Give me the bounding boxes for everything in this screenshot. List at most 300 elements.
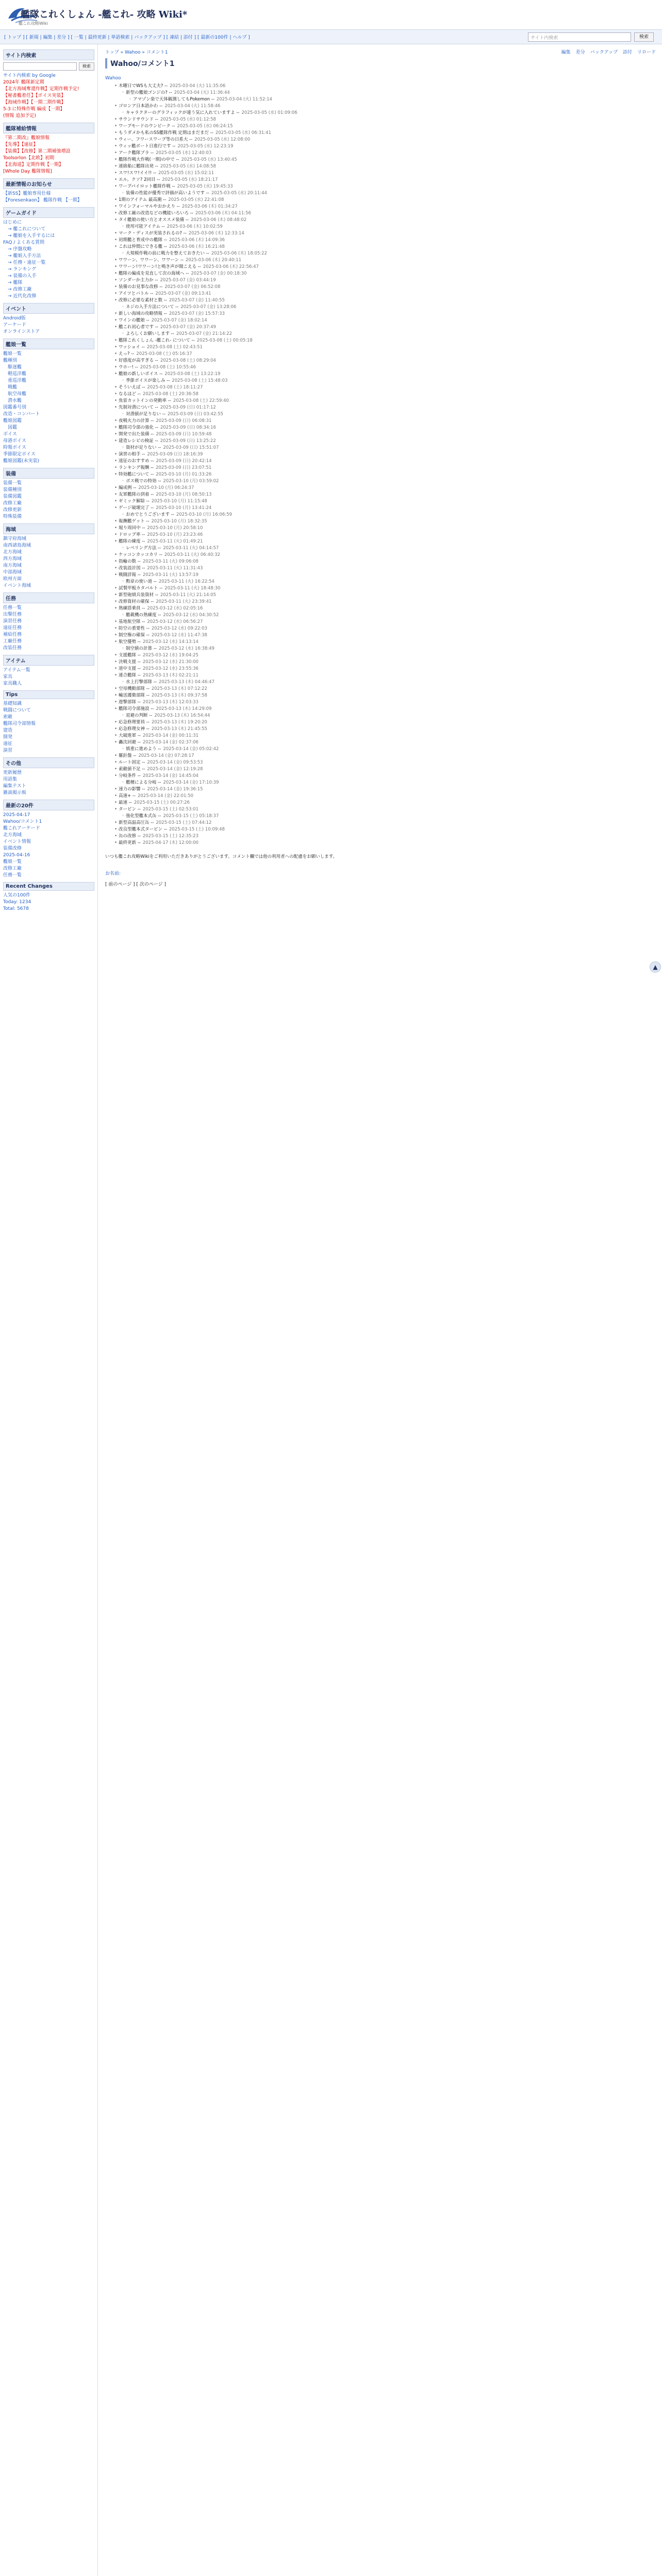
comment-bullet-icon: ◦ (122, 780, 125, 785)
comment-date: 2025-03-14 (金) 19:36:15 (147, 787, 203, 792)
comment-date: 2025-03-05 (水) 22:41:08 (168, 197, 224, 202)
sidebar-item[interactable]: 欧州方面 (3, 577, 22, 582)
comment-row (105, 806, 656, 813)
comment-date: 2025-03-07 (金) 09:13:41 (155, 291, 211, 296)
comment-row (105, 579, 656, 585)
comment-row (105, 625, 656, 632)
comment-text: 改修資材の確保 -- (119, 599, 154, 604)
sidebar-item[interactable]: 航空母艦 (3, 392, 27, 397)
comment-text: 装備の性能が優秀で評価が高いようです -- (126, 191, 209, 196)
comment-row (105, 672, 656, 679)
sidebar-item[interactable]: 時報ボイス (3, 445, 26, 450)
comment-row (105, 538, 656, 545)
sidebar-item[interactable]: 鎮守府海域 (3, 536, 27, 541)
sidebar-item[interactable]: → 艦娘を入手するには (3, 233, 55, 239)
comment-bullet-icon: • (114, 633, 118, 638)
comment-bullet-icon: • (114, 666, 118, 671)
comment-text: マーク・ディスが実装されるの? -- (119, 231, 187, 236)
search-input[interactable]: サイト内検索 (528, 32, 631, 42)
sidebar-item[interactable]: 【新SS】艦娘専用仕様 (3, 191, 51, 196)
comment-bullet-icon: ◦ (122, 613, 125, 618)
comment-bullet-icon: • (114, 244, 118, 249)
comment-row (105, 116, 656, 123)
site-subtitle: 艦これ攻略Wiki (19, 21, 48, 26)
sidebar-item[interactable]: 戦艦 (3, 385, 18, 390)
comment-bullet-icon: • (114, 726, 118, 732)
comment-date: 2025-03-06 (木) 01:34:27 (181, 204, 238, 209)
comment-row (105, 83, 656, 90)
comment-date: 2025-03-09 (日) 15:51:07 (163, 445, 219, 450)
comment-bullet-icon: ◦ (122, 378, 125, 383)
sidebar-item[interactable]: 開発 (3, 735, 13, 740)
comment-text: 対潜値が足りない -- (126, 412, 166, 417)
comment-date: 2025-03-08 (土) 13:22:19 (164, 371, 221, 377)
sidebar-item[interactable]: 2024年 艦隊新定期 (3, 80, 44, 85)
sidebar-item[interactable]: 5-3 に特殊作戦 編成【一期】 (3, 107, 65, 112)
comment-bullet-icon: ◦ (122, 646, 125, 651)
comment-bullet-icon: ◦ (122, 680, 125, 685)
sidebar-item[interactable]: 母港ボイス (3, 438, 26, 444)
comment-bullet-icon: • (114, 793, 118, 799)
comment-text: 使用可能アイテム -- (126, 224, 165, 229)
comment-bullet-icon: • (114, 150, 118, 156)
sidebar-item[interactable]: 駆逐艦 (3, 365, 22, 370)
page-navigation[interactable]: [ 前のページ ] [ 次のページ ] (105, 882, 166, 887)
comment-bullet-icon: • (114, 345, 118, 350)
comment-text: ワワーン!ワワーン!と鳴き声が聞こえる -- (119, 264, 201, 269)
sidebar-item[interactable]: FAQ / よくある質問 (3, 240, 45, 245)
sidebar-heading: Recent Changes (3, 882, 94, 891)
page-tool-link[interactable]: バックアップ (590, 50, 618, 55)
sidebar-item[interactable]: 艦娘図鑑 (3, 418, 22, 423)
sidebar-item[interactable]: アイテム一覧 (3, 668, 30, 673)
comment-row (105, 753, 656, 759)
comment-row (105, 471, 656, 478)
comment-text: 友軍艦隊の到着 -- (119, 492, 154, 497)
comment-bullet-icon: ◦ (122, 304, 125, 310)
scroll-top-button[interactable]: ▲ (650, 961, 661, 973)
comment-text: 高速+ -- (119, 793, 136, 799)
comment-bullet-icon: • (114, 211, 118, 216)
sidebar-item[interactable]: 任務一覧 (3, 605, 22, 611)
comment-form-label: お名前: (105, 871, 121, 876)
comment-row (105, 639, 656, 646)
comment-row (105, 552, 656, 558)
comment-bullet-icon: • (114, 365, 118, 370)
sidebar-search-button[interactable]: 検索 (79, 62, 94, 71)
sidebar-item[interactable]: 遠征 (3, 741, 13, 747)
comment-bullet-icon: • (114, 264, 118, 269)
sidebar-heading: 最新情報のお知らせ (3, 178, 94, 189)
sidebar-item[interactable]: 補給任務 (3, 632, 22, 637)
comment-text: 遊撃部隊 -- (119, 700, 141, 705)
comment-row (105, 291, 656, 297)
parent-page-link[interactable]: Wahoo (105, 76, 121, 81)
comment-row (105, 183, 656, 190)
comment-row (105, 679, 656, 686)
comment-date: 2025-03-04 (火) 11:36:44 (174, 90, 230, 95)
comment-bullet-icon: • (114, 693, 118, 698)
sidebar-item[interactable]: 装備一覧 (3, 481, 22, 486)
comment-row (105, 465, 656, 471)
top-menu-links[interactable]: [ トップ ] [ 新規 | 編集 | 差分 ] [ 一覧 | 最終更新 | 単語検索 | バックアップ ] [ 凍結 | 添付 ] [ 最新の100件 | ヘルプ ] (4, 35, 250, 40)
comment-text: 艦載機の熟練度 -- (126, 613, 161, 618)
comment-row (105, 224, 656, 230)
sidebar-item[interactable]: 2025-04-17 (3, 812, 30, 818)
sidebar-item[interactable]: はじめに (3, 220, 22, 225)
breadcrumb[interactable]: トップ » Wahoo » コメント1 (105, 50, 168, 55)
sidebar-item[interactable]: 用語集 (3, 777, 18, 782)
sidebar-item[interactable]: [Whole Day 艦隊情報] (3, 169, 52, 174)
sidebar-heading: 海域 (3, 523, 94, 534)
comment-date: 2025-03-06 (木) 18:05:22 (211, 251, 267, 256)
sidebar-item[interactable]: 【秘書艦着任】【ボイス実装】 (3, 93, 66, 98)
sidebar-item[interactable]: 改修工廠 (3, 501, 22, 506)
comment-date: 2025-03-05 (水) 01:09:06 (241, 110, 297, 115)
comment-row (105, 800, 656, 806)
comment-bullet-icon: • (114, 599, 118, 604)
sidebar-item[interactable]: 更新履歴 (3, 770, 22, 775)
comment-text: ワインフォーマルやおかえり -- (119, 204, 180, 209)
comment-date: 2025-03-05 (水) 06:24:15 (177, 124, 233, 129)
sidebar-item[interactable]: 図鑑番号別 (3, 405, 27, 410)
sidebar-item[interactable]: → 艦隊 (3, 280, 23, 285)
sidebar-item[interactable]: Android版 (3, 316, 26, 321)
sidebar-item[interactable]: 艦これアーケード (3, 826, 40, 831)
comment-bullet-icon: • (114, 760, 118, 765)
comment-row (105, 532, 656, 538)
sidebar-item[interactable]: → 艦娘入手方法 (3, 253, 41, 259)
comment-bullet-icon: • (114, 137, 118, 142)
sidebar-item[interactable]: 艦娘一覧 (3, 351, 22, 357)
sidebar-search-input[interactable] (3, 62, 77, 71)
comment-row (105, 719, 656, 726)
comment-row (105, 565, 656, 572)
sidebar-item[interactable]: 南西諸島海域 (3, 543, 31, 548)
comment-date: 2025-03-13 (木) 21:45:55 (151, 726, 207, 732)
sidebar-item[interactable]: 軽巡洋艦 (3, 371, 27, 377)
comment-bullet-icon: • (114, 238, 118, 243)
comment-date: 2025-03-11 (火) 23:39:41 (156, 599, 212, 604)
comment-date: 2025-03-10 (月) 01:33:26 (156, 472, 212, 477)
sidebar-item[interactable]: 装備種別 (3, 487, 22, 493)
sidebar-heading: ゲームガイド (3, 207, 94, 218)
comment-date: 2025-03-08 (土) 20:36:58 (142, 392, 198, 397)
comment-row (105, 130, 656, 137)
comment-text: 遠征のおすすめ -- (119, 459, 154, 464)
comment-row (105, 612, 656, 619)
sidebar-item[interactable]: Today: 1234 (3, 900, 31, 905)
sidebar-item[interactable]: → 艦これについて (3, 227, 46, 232)
comment-text: 速力の影響 -- (119, 787, 145, 792)
comment-text: 艦種による分岐 -- (126, 780, 161, 785)
sidebar-item[interactable]: 演習 (3, 748, 13, 753)
comment-date: 2025-03-13 (木) 02:21:11 (142, 673, 198, 678)
comment-bullet-icon: • (114, 532, 118, 537)
comment-bullet-icon: • (114, 217, 118, 223)
comment-text: 基地航空隊 -- (119, 619, 145, 624)
page-tools (561, 48, 656, 55)
sidebar-item[interactable]: 改造・コンバート (3, 412, 40, 417)
page-tool-link[interactable]: 添付 (622, 50, 632, 55)
sidebar-item[interactable]: → 序盤攻略 (3, 247, 32, 252)
sidebar-item[interactable]: 【Foresenkaon】 艦隊作戦 【一期】 (3, 198, 82, 203)
sidebar-item[interactable]: 【海域作戦】【一期二期作戦】 (3, 100, 66, 105)
comment-row (105, 518, 656, 525)
sidebar-item[interactable]: 艦娘図鑑(未実装) (3, 459, 40, 464)
comment-row (105, 485, 656, 492)
comment-text: ウホー! -- (119, 365, 138, 370)
comment-text: 退避の判断 -- (126, 713, 153, 718)
sidebar-item[interactable]: オンラインストア (3, 329, 40, 334)
comment-date: 2025-03-08 (土) 02:43:51 (146, 345, 203, 350)
comment-text: 新型砲熕兵装資材 -- (119, 592, 158, 598)
comment-date: 2025-03-05 (水) 06:31:41 (215, 130, 271, 135)
comment-date: 2025-03-14 (金) 02:37:06 (142, 740, 198, 745)
comment-text: 水上打撃部隊 -- (126, 680, 157, 685)
comment-row (105, 773, 656, 779)
comment-text: 戦闘詳報 -- (119, 572, 141, 578)
comment-text: 1期のアイテム 最高潮 -- (119, 197, 167, 202)
sidebar-item[interactable]: 艦種別 (3, 358, 18, 363)
search-button[interactable]: 検索 (634, 32, 654, 42)
comment-bullet-icon: • (114, 767, 118, 772)
sidebar-item[interactable]: 戦闘について (3, 708, 31, 713)
comment-bullet-icon: • (114, 325, 118, 330)
sidebar-item[interactable]: → ランキング (3, 267, 37, 272)
site-title[interactable]: 艦隊これくしょん -艦これ- 攻略 Wiki* (21, 9, 188, 20)
comment-bullet-icon: • (114, 83, 118, 89)
comment-date: 2025-03-07 (金) 03:44:19 (160, 278, 216, 283)
comment-text: これは仲間にできる艦 -- (119, 244, 167, 249)
comment-date: 2025-03-05 (水) 19:45:33 (177, 184, 233, 189)
comment-bullet-icon: • (114, 619, 118, 624)
page-tool-link[interactable]: リロード (637, 50, 656, 55)
sidebar-item[interactable]: 艦娘一覧 (3, 859, 22, 865)
comment-text: ウィッ艦ボート日進行です -- (119, 144, 176, 149)
sidebar-item[interactable]: イベント海域 (3, 583, 31, 588)
comment-text: 熟練搭乗員 -- (119, 606, 145, 611)
sidebar-heading: Tips (3, 690, 94, 699)
sidebar-item[interactable]: 編集テスト (3, 784, 26, 789)
sidebar-item[interactable]: 【装備】【改修】第二期補強増設 (3, 149, 71, 154)
comment-bullet-icon: • (114, 130, 118, 135)
sidebar-item[interactable]: 改修更新 (3, 507, 22, 513)
sidebar-item[interactable]: 重巡洋艦 (3, 378, 27, 383)
comment-text: アイツとバトル -- (119, 291, 154, 296)
comment-date: 2025-03-13 (木) 12:03:33 (142, 700, 198, 705)
sidebar-item[interactable]: サイト内検索 by Google (3, 73, 56, 78)
comment-date: 2025-03-07 (金) 15:57:33 (169, 311, 225, 316)
comment-bullet-icon: ◦ (122, 579, 125, 584)
comment-text: 指輪の数 -- (119, 559, 141, 564)
comment-row (105, 277, 656, 284)
sidebar-item[interactable]: 西方海域 (3, 556, 22, 562)
sidebar-item[interactable]: 基礎知識 (3, 701, 22, 706)
sidebar-item[interactable]: 季節限定ボイス (3, 452, 36, 457)
comment-text: 改修に必要な素材と数 -- (119, 298, 167, 303)
sidebar-item[interactable]: 建造 (3, 728, 13, 733)
comment-row (105, 391, 656, 398)
sidebar-item[interactable]: → 近代化改修 (3, 294, 37, 299)
comment-bullet-icon: • (114, 271, 118, 276)
comment-text: ゲージ破壊完了 -- (119, 505, 154, 511)
sidebar-item[interactable]: 装備図鑑 (3, 494, 22, 499)
comment-date: 2025-03-15 (土) 05:18:37 (163, 814, 219, 819)
comment-text: ワープパイロット艦隊作戦 -- (119, 184, 175, 189)
comment-date: 2025-03-10 (月) 06:24:37 (138, 485, 194, 490)
sidebar-item[interactable]: 【北方海域奪還作戦】定期作戦予定! (3, 87, 79, 92)
comment-bullet-icon: • (114, 177, 118, 182)
comment-row (105, 217, 656, 224)
sidebar-item[interactable]: 出撃任務 (3, 612, 22, 617)
comment-date: 2025-03-06 (木) 10:02:59 (167, 224, 223, 229)
comment-date: 2025-03-08 (土) 15:48:03 (172, 378, 228, 383)
sidebar-item[interactable]: 中部海域 (3, 570, 22, 575)
comment-bullet-icon: • (114, 787, 118, 792)
comment-bullet-icon: • (114, 686, 118, 691)
comment-text: 分岐条件 -- (119, 773, 141, 778)
comment-bullet-icon: • (114, 117, 118, 122)
comment-bullet-icon: • (114, 398, 118, 403)
comment-date: 2025-03-09 (日) 06:08:31 (156, 418, 212, 423)
sidebar-item[interactable]: 人気の100件 (3, 893, 31, 898)
comment-date: 2025-03-05 (水) 18:21:17 (162, 177, 218, 182)
sidebar-item[interactable]: 南方海域 (3, 563, 22, 568)
comment-row (105, 398, 656, 404)
comment-date: 2025-03-07 (金) 11:40:55 (169, 298, 225, 303)
sidebar-item[interactable]: 潜水艦 (3, 398, 22, 403)
comment-row (105, 311, 656, 317)
sidebar-item[interactable]: 特殊装備 (3, 514, 22, 519)
comment-bullet-icon: • (114, 452, 118, 457)
comment-date: 2025-03-10 (月) 11:15:48 (151, 499, 207, 504)
comment-text: ワープモードのウンピーク -- (119, 124, 175, 129)
sidebar-item[interactable]: → 任務・遠征一覧 (3, 260, 46, 265)
sidebar-item[interactable]: (情報 追加予定) (3, 113, 36, 118)
comment-text: 最速 -- (119, 800, 132, 805)
comment-date: 2025-03-08 (土) 18:11:27 (147, 385, 203, 390)
comment-text: 応急修理女神 -- (119, 726, 150, 732)
comment-text: ドロップ率 -- (119, 532, 145, 537)
comment-text: 編成例 -- (119, 485, 137, 490)
comment-row (105, 525, 656, 532)
sidebar-item[interactable]: 任務一覧 (3, 873, 22, 878)
sidebar-item[interactable]: Wahoo/コメント1 (3, 819, 42, 824)
sidebar-item[interactable]: 遠征任務 (3, 625, 22, 631)
sidebar-item[interactable]: 索敵 (3, 715, 13, 720)
comment-bullet-icon: • (114, 371, 118, 377)
comment-text: 艦娘の新しいボイス -- (119, 371, 163, 377)
sidebar-item[interactable]: 【先導】【遠征】 (3, 142, 38, 147)
comment-bullet-icon: • (114, 472, 118, 477)
sidebar-item[interactable]: 雑談掲示板 (3, 790, 27, 795)
sidebar-item[interactable]: 『第二期改』艦娘情報 (3, 135, 50, 141)
sidebar-item[interactable]: 工廠任務 (3, 639, 22, 644)
comment-bullet-icon: • (114, 351, 118, 357)
sidebar-item[interactable]: Toolsorlon【北欧】初期 (3, 156, 55, 161)
sidebar-item[interactable]: アーケード (3, 323, 26, 328)
comment-bullet-icon: • (114, 338, 118, 343)
comment-row (105, 210, 656, 217)
comment-date: 2025-03-12 (水) 19:04:25 (142, 653, 198, 658)
comment-row (105, 826, 656, 833)
comment-row (105, 358, 656, 364)
comment-row (105, 652, 656, 659)
comment-text: 防空の重要性 -- (119, 626, 150, 631)
sidebar-item[interactable]: 装備改修 (3, 846, 22, 851)
sidebar-item[interactable]: 【北海道】定期作戦【一期】 (3, 162, 64, 167)
comment-bullet-icon: • (114, 124, 118, 129)
sidebar-item[interactable]: 艦隊司令部情報 (3, 721, 36, 726)
sidebar-item[interactable]: 演習任務 (3, 619, 22, 624)
comment-text: もうダメかも私のSS艦隊作戦 定期はまだまだ -- (119, 130, 213, 135)
sidebar-item[interactable]: 家具 (3, 674, 13, 680)
sidebar-item[interactable]: 図鑑 (3, 425, 18, 430)
comment-date: 2025-03-14 (金) 09:53:53 (147, 760, 203, 765)
comment-row (105, 163, 656, 170)
sidebar-heading: 任務 (3, 592, 94, 603)
sidebar-item[interactable]: Total: 5678 (3, 906, 29, 911)
sidebar (0, 44, 98, 2576)
sidebar-item[interactable]: イベント情報 (3, 839, 31, 844)
comment-text: 先制対潜について -- (119, 405, 158, 410)
sidebar-item[interactable]: 北方海域 (3, 833, 22, 838)
sidebar-item[interactable]: 家具職人 (3, 681, 22, 686)
comment-date: 2025-03-10 (月) 08:50:13 (156, 492, 212, 497)
comment-row (105, 505, 656, 512)
comment-row (105, 418, 656, 425)
comment-text: アーク艦隊ブラ -- (119, 150, 154, 156)
comment-row (105, 90, 656, 96)
comment-row (105, 572, 656, 579)
sidebar-item[interactable]: 2025-04-16 (3, 853, 30, 858)
comment-date: 2025-03-13 (木) 16:54:44 (154, 713, 210, 718)
sidebar-item[interactable]: ボイス (3, 432, 17, 437)
comment-date: 2025-03-15 (土) 10:09:48 (169, 827, 225, 832)
sidebar-item[interactable]: 改修工廠 (3, 866, 22, 871)
comment-row (105, 297, 656, 304)
comment-date: 2025-03-11 (火) 04:14:57 (163, 546, 219, 551)
sidebar-item[interactable]: 改装任務 (3, 646, 22, 651)
comment-bullet-icon: • (114, 465, 118, 470)
comment-text: 好感度が高すぎる -- (119, 358, 158, 363)
comment-date: 2025-03-11 (火) 11:31:43 (147, 566, 203, 571)
comment-text: 艦隊の編成を見直して次の海域へ -- (119, 271, 189, 276)
comment-bullet-icon: • (114, 438, 118, 444)
comment-text: 艦隊司令部の強化 -- (119, 425, 158, 430)
comment-row (105, 110, 656, 116)
comment-bullet-icon: ◦ (122, 331, 125, 336)
comment-bullet-icon: • (114, 519, 118, 524)
notice-paragraph: いつも艦これ攻略Wikiをご利用いただきありがとうございます。コメント欄では他の利用者への配慮をお願いします。 (105, 854, 338, 859)
page-tool-link[interactable]: 差分 (575, 50, 585, 55)
comment-bullet-icon: • (114, 552, 118, 557)
comment-date: 2025-03-11 (火) 16:22:54 (158, 579, 214, 584)
comment-date: 2025-03-05 (水) 13:40:45 (181, 157, 237, 162)
sidebar-item[interactable]: 北方海域 (3, 550, 22, 555)
comment-text: 季節ボイスが楽しみ -- (126, 378, 170, 383)
comment-text: 資材が足りない -- (126, 445, 161, 450)
page-tool-link[interactable]: 編集 (561, 50, 571, 55)
comment-date: 2025-03-07 (金) 20:37:49 (160, 325, 216, 330)
comment-text: 新型の艦娘ゴンジの? -- (126, 90, 172, 95)
sidebar-item[interactable]: → 改修工廠 (3, 287, 32, 292)
sidebar-item[interactable]: → 装備の入手 (3, 274, 37, 279)
comment-row (105, 632, 656, 639)
comment-text: よろしくお願いします -- (126, 331, 174, 336)
comment-row (105, 545, 656, 552)
